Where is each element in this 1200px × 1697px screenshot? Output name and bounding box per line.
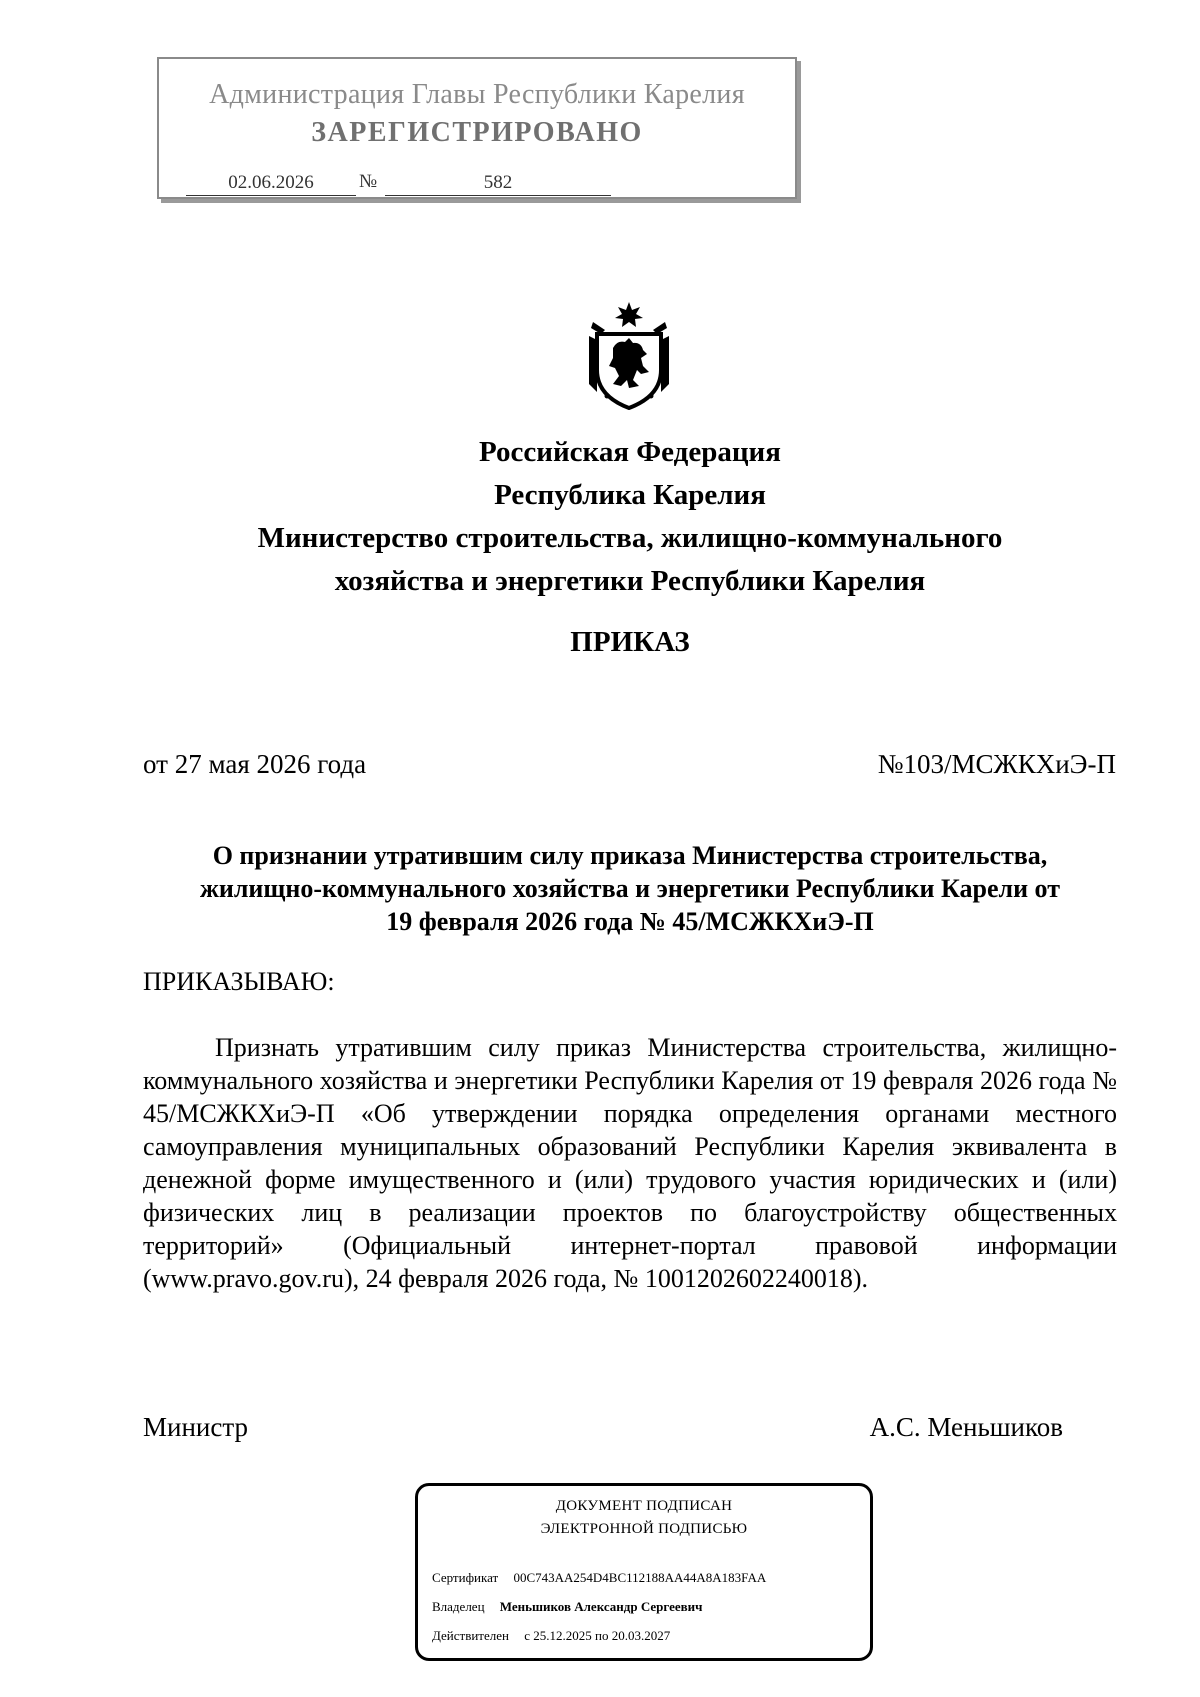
- registration-number: 582: [385, 172, 611, 196]
- registration-number-sign: №: [359, 171, 378, 192]
- esign-certificate-row: [432, 1570, 766, 1586]
- registration-stamp-status: ЗАРЕГИСТРИРОВАНО: [311, 117, 643, 148]
- order-directive-word: ПРИКАЗЫВАЮ:: [143, 967, 335, 996]
- registration-date: 02.06.2026: [186, 172, 356, 196]
- order-body-paragraph: Признать утратившим силу приказ Министерства строительства, жилищно-коммунального хозяйства и энергетики Республики Карелия от 19 февраля 2026 года № 45/МСЖКХиЭ-П «Об утверждении порядка определения органами местного самоуправления муниципальных образований Республики Карелия эквивалента в денежной форме имущественного и (или) трудового участия юридических и (или) физических лиц в реализации проектов по благоустройству общественных территорий» (Официальный интернет-портал правовой информации (www.pravo.gov.ru), 24 февраля 2026 года, № 1001202602240018).: [143, 1033, 1117, 1293]
- esign-owner-row: [432, 1599, 703, 1615]
- order-number: №103/МСЖКХиЭ-П: [877, 749, 1116, 779]
- header-country: Российская Федерация: [479, 436, 781, 468]
- esign-certificate-value: 00C743AA254D4BC112188AA44A8A183FAA: [513, 1570, 767, 1585]
- signer-position: Министр: [143, 1412, 248, 1442]
- karelia-coat-of-arms-icon: [583, 300, 675, 410]
- esign-validity-row: [432, 1628, 670, 1644]
- order-subject: [143, 839, 1117, 938]
- electronic-signature-stamp: [415, 1483, 873, 1661]
- esign-header-line1: ДОКУМЕНТ ПОДПИСАН: [555, 1498, 733, 1514]
- esign-validity-label: Действителен: [432, 1628, 509, 1643]
- registration-stamp: [157, 57, 797, 199]
- esign-owner-label: Владелец: [432, 1599, 485, 1614]
- esign-owner-value: Меньшиков Александр Сергеевич: [499, 1599, 703, 1614]
- header-ministry-line2: хозяйства и энергетики Республики Карелия: [334, 565, 926, 597]
- esign-certificate-label: Сертификат: [432, 1570, 499, 1585]
- header-ministry-line1: Министерство строительства, жилищно-коммунального: [257, 522, 1003, 554]
- order-date: от 27 мая 2026 года: [143, 749, 367, 779]
- header-republic: Республика Карелия: [494, 479, 766, 511]
- order-subject-line1: О признании утратившим силу приказа Министерства строительства,: [212, 841, 1048, 870]
- esign-validity-value: с 25.12.2025 по 20.03.2027: [524, 1628, 671, 1643]
- order-subject-line3: 19 февраля 2026 года № 45/МСЖКХиЭ-П: [386, 907, 874, 936]
- registration-stamp-authority: Администрация Главы Республики Карелия: [209, 79, 745, 110]
- esign-header-line2: ЭЛЕКТРОННОЙ ПОДПИСЬЮ: [540, 1521, 748, 1537]
- order-subject-line2: жилищно-коммунального хозяйства и энергетики Республики Карели от: [200, 874, 1060, 903]
- signer-name: А.С. Меньшиков: [869, 1412, 1063, 1442]
- document-type-title: ПРИКАЗ: [570, 626, 690, 658]
